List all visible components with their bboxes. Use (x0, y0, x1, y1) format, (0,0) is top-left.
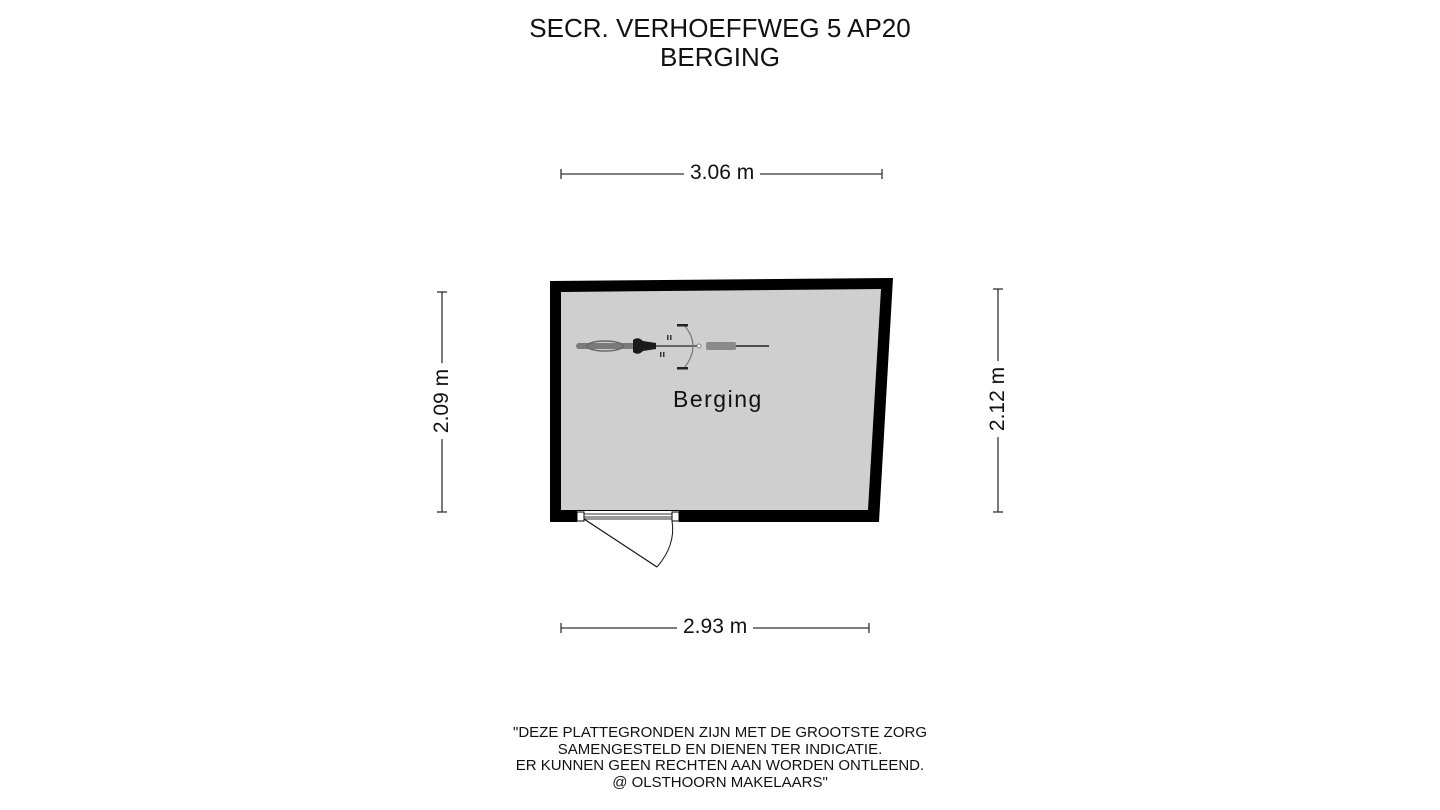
dimension-label-right: 2.12 m (986, 361, 1010, 437)
room-label: Berging (673, 386, 763, 412)
title-room: BERGING (660, 42, 780, 72)
disclaimer-line: SAMENGESTELD EN DIENEN TER INDICATIE. (557, 740, 883, 758)
disclaimer-line: ER KUNNEN GEEN RECHTEN AAN WORDEN ONTLEEND. (515, 757, 925, 774)
door-icon (577, 511, 679, 567)
dimension-label-bottom: 2.93 m (677, 615, 753, 639)
dimension-label-left: 2.09 m (430, 363, 454, 439)
disclaimer-line: @ OLSTHOORN MAKELAARS" (612, 773, 828, 791)
disclaimer (0, 725, 1440, 791)
title-address: SECR. VERHOEFFWEG 5 AP20 (529, 13, 911, 43)
dimension-label-top: 3.06 m (684, 161, 760, 185)
disclaimer-line: "DEZE PLATTEGRONDEN ZIJN MET DE GROOTSTE ZORG (513, 724, 927, 741)
